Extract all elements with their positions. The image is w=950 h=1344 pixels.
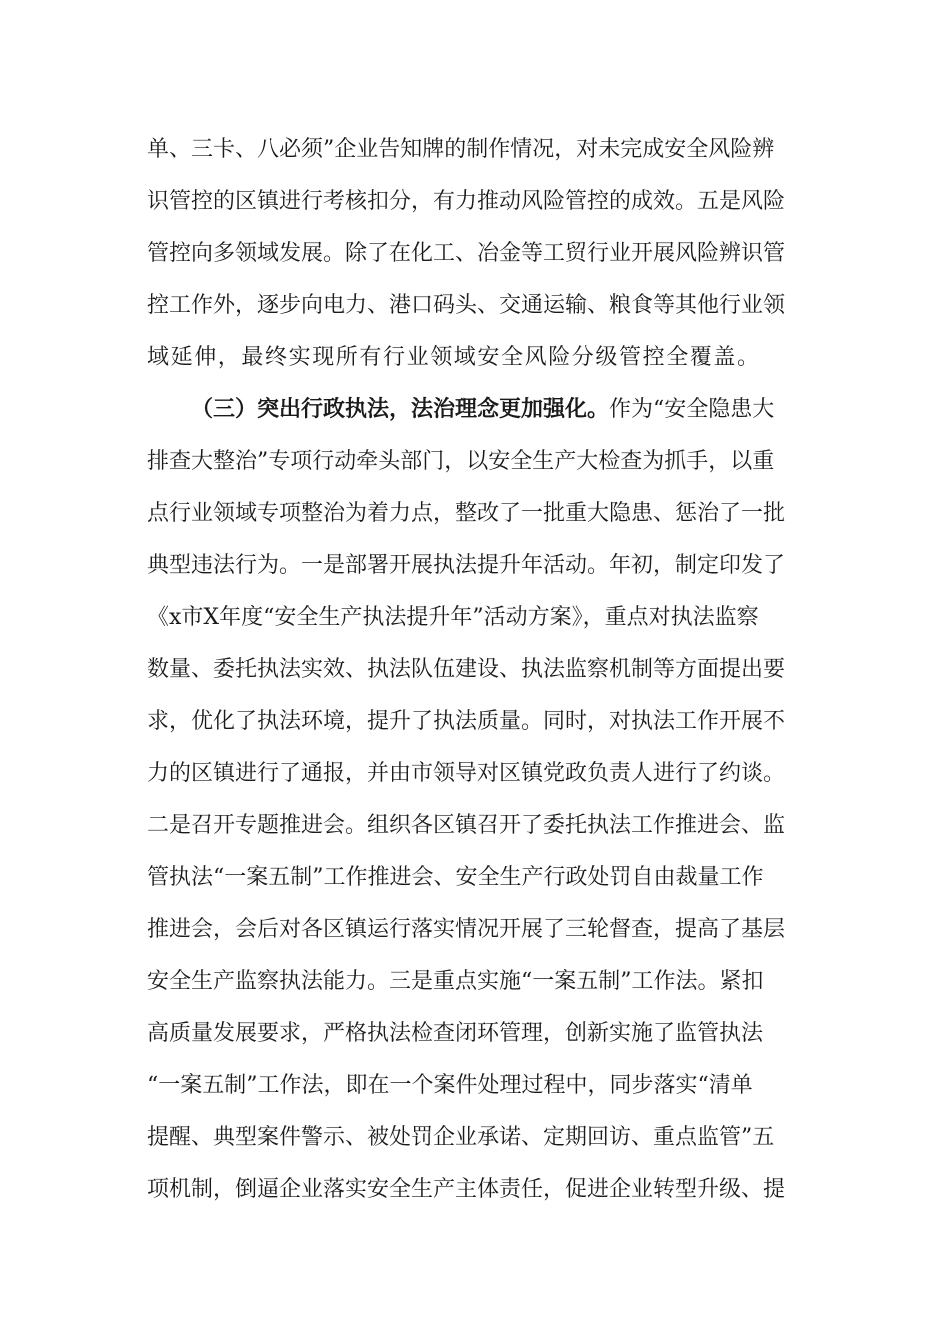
- text-line: 域延伸，最终实现所有行业领域安全风险分级管控全覆盖。: [147, 345, 761, 370]
- text-line: 《x市X年度“安全生产执法提升年”活动方案》，重点对执法监察: [147, 605, 759, 630]
- text-line: 数量、委托执法实效、执法队伍建设、执法监察机制等方面提出要: [147, 657, 786, 682]
- text-line: 推进会，会后对各区镇运行落实情况开展了三轮督查，提高了基层: [147, 917, 786, 942]
- text-line: 点行业领域专项整治为着力点，整改了一批重大隐患、惩治了一批: [147, 501, 786, 526]
- text-line: 管控向多领域发展。除了在化工、冶金等工贸行业开展风险辨识管: [147, 241, 786, 266]
- text-line: 力的区镇进行了通报，并由市领导对区镇党政负责人进行了约谈。: [147, 761, 786, 786]
- text-line: 控工作外，逐步向电力、港口码头、交通运输、粮食等其他行业领: [147, 293, 786, 318]
- text-line: 管执法“一案五制”工作推进会、安全生产行政处罚自由裁量工作: [147, 865, 764, 890]
- text-line: 安全生产监察执法能力。三是重点实施“一案五制”工作法。紧扣: [147, 969, 764, 994]
- text-line: 项机制，倒逼企业落实安全生产主体责任，促进企业转型升级、提: [147, 1177, 786, 1202]
- text-line: 排查大整治”专项行动牵头部门，以安全生产大检查为抓手，以重: [147, 449, 775, 474]
- text-fragment: 作为“安全隐患大: [609, 397, 775, 422]
- section-heading-line: [191, 395, 807, 425]
- text-line: 高质量发展要求，严格执法检查闭环管理，创新实施了监管执法: [147, 1021, 764, 1046]
- text-line: 提醒、典型案件警示、被处罚企业承诺、定期回访、重点监管”五: [147, 1125, 775, 1150]
- text-line: 求，优化了执法环境，提升了执法质量。同时，对执法工作开展不: [147, 709, 786, 734]
- text-line: “一案五制”工作法，即在一个案件处理过程中，同步落实“清单: [147, 1073, 753, 1098]
- section-heading: （三）突出行政执法，法治理念更加强化。: [191, 397, 610, 422]
- text-line: 识管控的区镇进行考核扣分，有力推动风险管控的成效。五是风险: [147, 189, 786, 214]
- text-line: 单、三卡、八必须”企业告知牌的制作情况，对未完成安全风险辨: [147, 137, 775, 162]
- text-line: 典型违法行为。一是部署开展执法提升年活动。年初，制定印发了: [147, 553, 786, 578]
- text-line: 二是召开专题推进会。组织各区镇召开了委托执法工作推进会、监: [147, 813, 786, 838]
